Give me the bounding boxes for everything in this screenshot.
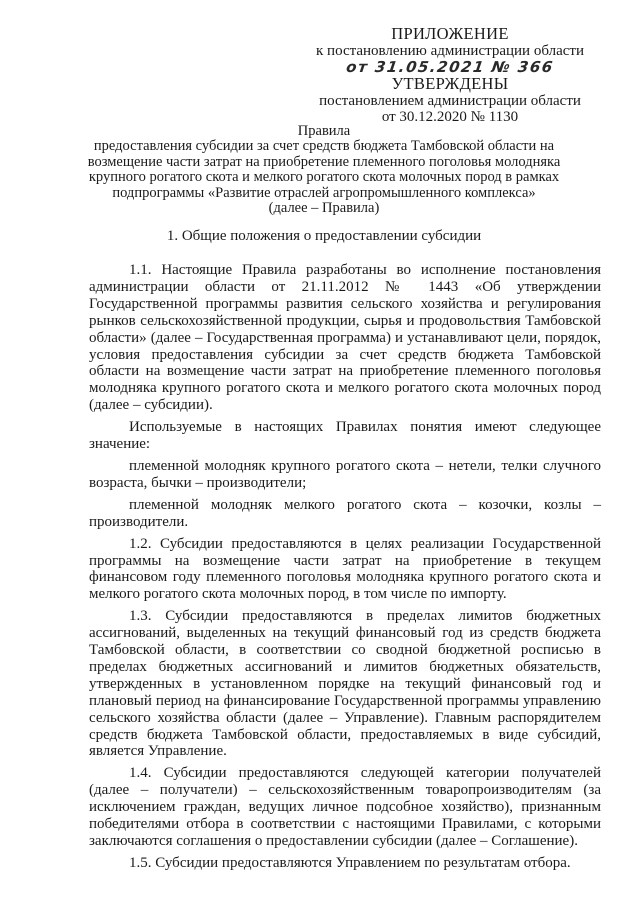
document-title	[82, 124, 566, 216]
title-line: Правила	[297, 123, 351, 139]
paragraph: племенной молодняк крупного рогатого скота – нетели, телки случного возраста, бычки – производители;	[89, 457, 601, 491]
title-line: предоставления субсидии за счет средств бюджета Тамбовской области на	[93, 138, 555, 155]
title-line: подпрограммы «Развитие отраслей агропромышленного комплекса»	[112, 184, 536, 201]
paragraph: 1.5. Субсидии предоставляются Управлением по результатам отбора.	[129, 854, 571, 871]
approval-header	[300, 26, 600, 126]
appendix-label: ПРИЛОЖЕНИЕ	[391, 24, 509, 43]
section-heading: 1. Общие положения о предоставлении субсидии	[166, 228, 482, 244]
paragraph: племенной молодняк мелкого рогатого скота – козочки, козлы – производители.	[89, 496, 601, 530]
title-line: возмещение части затрат на приобретение племенного поголовья молодняка	[87, 153, 561, 170]
title-line: (далее – Правила)	[268, 200, 380, 217]
resolution-reference: к постановлению администрации области	[316, 42, 584, 59]
handwritten-date-number: от 31.05.2021 № 366	[345, 58, 556, 76]
paragraph: 1.3. Субсидии предоставляются в пределах лимитов бюджетных ассигнований, выделенных на текущий финансовый год из средств бюджета Тамбовской области, в соответствии со сводной бюджетной росписью в пределах бюджетных ассигнований и лимитов бюджетных обязательств, утвержденных в установленном порядке на текущий финансовый год и плановый период на финансирование Государственной программы управлению сельского хозяйства области (далее – Управление). Главным распорядителем средств бюджета Тамбовской области, предоставляемых в виде субсидий, является Управление.	[89, 608, 601, 760]
paragraph: 1.1. Настоящие Правила разработаны во исполнение постановления администрации области от 21.11.2012 № 1443 «Об утверждении Государственной программы развития сельского хозяйства и регулирования рынков сельскохозяйственной продукции, сырья и продовольствия Тамбовской области» (далее – Государственная программа) и устанавливают цели, порядок, условия предоставления субсидии за счет средств бюджета Тамбовской области на возмещение части затрат на приобретение племенного поголовья молодняка крупного рогатого скота и мелкого рогатого скота молочных пород (далее – субсидии).	[89, 262, 601, 414]
approved-date-number: от 30.12.2020 № 1130	[381, 109, 519, 125]
title-line: крупного рогатого скота и мелкого рогатого скота молочных пород в рамках	[88, 169, 560, 186]
paragraph: 1.2. Субсидии предоставляются в целях реализации Государственной программы на возмещение части затрат на приобретение в текущем финансовом году племенного поголовья молодняка крупного рогатого скота и мелкого рогатого скота молочных пород, в том числе по импорту.	[89, 535, 601, 603]
paragraph: 1.4. Субсидии предоставляются следующей категории получателей (далее – получатели) – сельскохозяйственным товаропроизводителям (за исключением граждан, ведущих личное подсобное хозяйство), признанным победителями отбора в соответствии с настоящими Правилами, с которыми заключаются соглашения о предоставлении субсидии (далее – Соглашение).	[89, 765, 601, 849]
paragraph: Используемые в настоящих Правилах понятия имеют следующее значение:	[89, 419, 601, 453]
approved-by-resolution: постановлением администрации области	[319, 92, 581, 109]
approved-label: УТВЕРЖДЕНЫ	[391, 74, 509, 93]
document-body	[89, 262, 601, 877]
